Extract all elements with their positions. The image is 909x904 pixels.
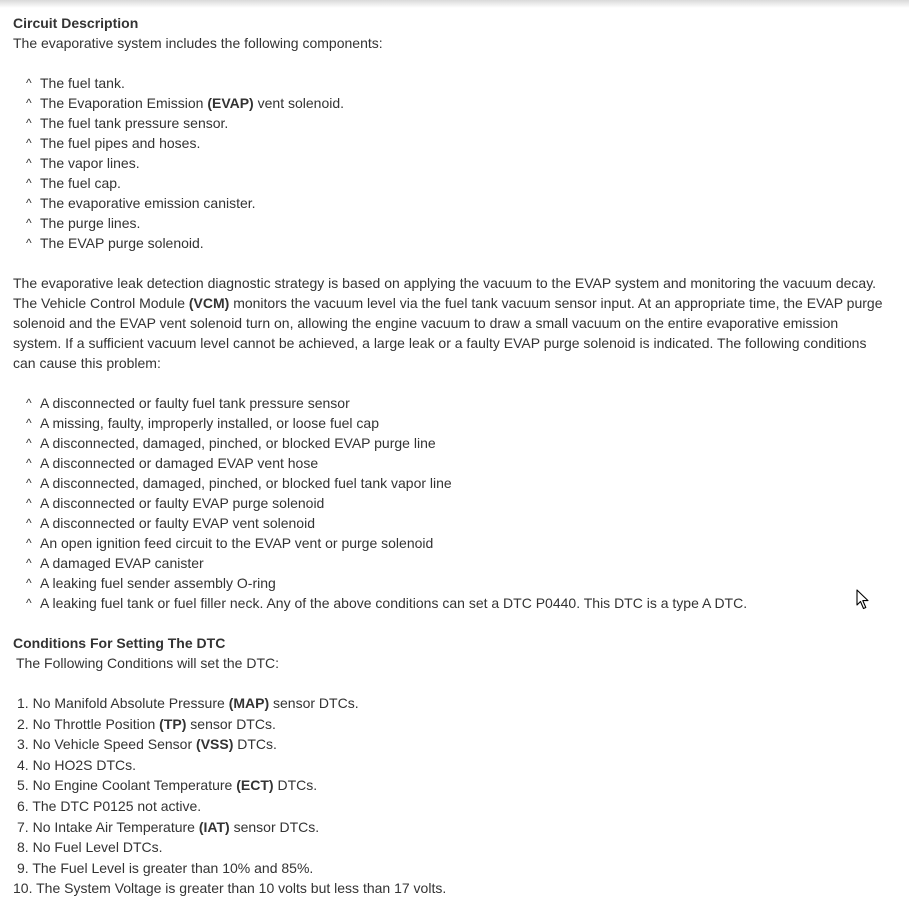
cause-item <box>13 433 898 453</box>
cause-item <box>13 593 898 613</box>
cause-item <box>13 393 898 413</box>
condition-number: 9. <box>17 859 29 876</box>
text-run: can cause this problem: <box>13 355 161 371</box>
caret-bullet: ^ <box>26 176 32 190</box>
paragraph-line <box>13 313 898 333</box>
condition-item <box>13 714 898 735</box>
bold-abbreviation: (MAP) <box>228 695 270 711</box>
strategy-paragraph <box>13 273 898 373</box>
bold-abbreviation: (IAT) <box>198 818 230 835</box>
condition-item <box>13 837 898 858</box>
condition-item <box>13 878 898 899</box>
condition-number: 4. <box>17 756 29 773</box>
condition-number: 1. <box>17 695 29 711</box>
condition-number: 2. <box>17 715 29 732</box>
component-list <box>13 73 898 253</box>
caret-bullet: ^ <box>26 236 32 250</box>
cause-item <box>13 413 898 433</box>
text-run: The fuel tank pressure sensor. <box>40 115 229 131</box>
conditions-heading: Conditions For Setting The DTC <box>13 635 226 651</box>
text-run: The Fuel Level is greater than 10% and 85%. <box>32 859 314 876</box>
text-run: sensor DTCs. <box>229 818 320 835</box>
cause-list <box>13 393 898 613</box>
bold-abbreviation: (TP) <box>159 715 187 732</box>
document-body <box>13 13 898 899</box>
component-item <box>13 233 898 253</box>
text-run: The DTC P0125 not active. <box>32 797 202 814</box>
caret-bullet: ^ <box>26 456 32 470</box>
cause-text: A disconnected, damaged, pinched, or blocked fuel tank vapor line <box>40 475 452 491</box>
component-item <box>13 93 898 113</box>
caret-bullet: ^ <box>26 136 32 150</box>
condition-item <box>13 775 898 796</box>
text-run: No Vehicle Speed Sensor <box>32 736 197 753</box>
cause-item <box>13 533 898 553</box>
cause-text: A disconnected, damaged, pinched, or blocked EVAP purge line <box>40 435 436 451</box>
text-run: sensor DTCs. <box>186 715 276 732</box>
text-run: DTCs. <box>233 736 277 753</box>
text-run: The evaporative emission canister. <box>40 195 256 211</box>
bold-abbreviation: (VCM) <box>188 295 230 311</box>
component-item <box>13 193 898 213</box>
component-item <box>13 153 898 173</box>
condition-number: 6. <box>17 797 29 814</box>
component-item <box>13 73 898 93</box>
text-run: vent solenoid. <box>253 95 345 111</box>
cause-item <box>13 473 898 493</box>
caret-bullet: ^ <box>26 76 32 90</box>
text-run: The EVAP purge solenoid. <box>40 235 204 251</box>
paragraph-line <box>13 273 898 293</box>
condition-item <box>13 693 898 714</box>
cause-item <box>13 553 898 573</box>
caret-bullet: ^ <box>26 116 32 130</box>
condition-number: 8. <box>17 839 29 856</box>
cause-text: A damaged EVAP canister <box>40 555 204 571</box>
conditions-intro: The Following Conditions will set the DTC: <box>16 655 279 671</box>
text-run: The System Voltage is greater than 10 volts but less than 17 volts. <box>36 880 447 897</box>
caret-bullet: ^ <box>26 556 32 570</box>
text-run: The evaporative leak detection diagnostic strategy is based on applying the vacuum to the EVAP system and monitoring the vacuum decay. <box>13 275 877 291</box>
condition-number: 3. <box>17 736 29 753</box>
condition-item <box>13 755 898 776</box>
component-item <box>13 113 898 133</box>
text-run: No Intake Air Temperature <box>32 818 199 835</box>
text-run: The fuel pipes and hoses. <box>40 135 201 151</box>
text-run: The fuel cap. <box>40 175 121 191</box>
text-run: The fuel tank. <box>40 75 125 91</box>
caret-bullet: ^ <box>26 396 32 410</box>
mouse-pointer-icon <box>856 589 870 613</box>
condition-item <box>13 734 898 755</box>
caret-bullet: ^ <box>26 436 32 450</box>
text-run: The purge lines. <box>40 215 141 231</box>
condition-number: 7. <box>17 818 29 835</box>
text-run: No Manifold Absolute Pressure <box>32 695 229 711</box>
cause-text: A leaking fuel tank or fuel filler neck. Any of the above conditions can set a DTC P0440. This DTC is a type A DTC. <box>40 595 748 611</box>
cause-text: A disconnected or damaged EVAP vent hose <box>40 455 319 471</box>
component-item <box>13 133 898 153</box>
text-run: No Throttle Position <box>32 715 160 732</box>
circuit-description-heading: Circuit Description <box>13 15 139 31</box>
bold-abbreviation: (EVAP) <box>207 95 254 111</box>
conditions-list <box>13 693 898 899</box>
text-run: No Fuel Level DTCs. <box>32 839 163 856</box>
condition-number: 10. <box>13 880 33 897</box>
caret-bullet: ^ <box>26 416 32 430</box>
cause-text: A disconnected or faulty EVAP vent solenoid <box>40 515 315 531</box>
cause-item <box>13 573 898 593</box>
caret-bullet: ^ <box>26 576 32 590</box>
component-item <box>13 173 898 193</box>
caret-bullet: ^ <box>26 156 32 170</box>
bold-abbreviation: (ECT) <box>236 777 274 794</box>
top-edge-shadow <box>0 0 909 8</box>
text-run: DTCs. <box>273 777 318 794</box>
text-run: The vapor lines. <box>40 155 140 171</box>
cause-text: An open ignition feed circuit to the EVAP vent or purge solenoid <box>40 535 434 551</box>
cause-item <box>13 453 898 473</box>
caret-bullet: ^ <box>26 516 32 530</box>
text-run: monitors the vacuum level via the fuel tank vacuum sensor input. At an appropriate time, the EVAP purge <box>229 295 883 311</box>
circuit-intro: The evaporative system includes the following components: <box>13 35 383 51</box>
condition-item <box>13 858 898 879</box>
paragraph-line <box>13 293 898 313</box>
condition-item <box>13 817 898 838</box>
cause-text: A disconnected or faulty fuel tank pressure sensor <box>40 395 350 411</box>
cause-item <box>13 493 898 513</box>
component-item <box>13 213 898 233</box>
text-run: sensor DTCs. <box>269 695 359 711</box>
caret-bullet: ^ <box>26 596 32 610</box>
text-run: system. If a sufficient vacuum level cannot be achieved, a large leak or a faulty EVAP purge solenoid is indicated. The following conditions <box>13 335 867 351</box>
caret-bullet: ^ <box>26 496 32 510</box>
caret-bullet: ^ <box>26 196 32 210</box>
text-run: The Evaporation Emission <box>40 95 208 111</box>
bold-abbreviation: (VSS) <box>196 736 234 753</box>
cause-text: A leaking fuel sender assembly O-ring <box>40 575 276 591</box>
caret-bullet: ^ <box>26 216 32 230</box>
text-run: No Engine Coolant Temperature <box>32 777 237 794</box>
caret-bullet: ^ <box>26 536 32 550</box>
caret-bullet: ^ <box>26 476 32 490</box>
text-run: No HO2S DTCs. <box>32 756 137 773</box>
condition-item <box>13 796 898 817</box>
condition-number: 5. <box>17 777 29 794</box>
paragraph-line <box>13 353 898 373</box>
paragraph-line <box>13 333 898 353</box>
text-run: solenoid and the EVAP vent solenoid turn on, allowing the engine vacuum to draw a small vacuum on the entire evaporative emission <box>13 315 839 331</box>
cause-text: A missing, faulty, improperly installed, or loose fuel cap <box>40 415 380 431</box>
caret-bullet: ^ <box>26 96 32 110</box>
cause-item <box>13 513 898 533</box>
cause-text: A disconnected or faulty EVAP purge solenoid <box>40 495 325 511</box>
text-run: The Vehicle Control Module <box>13 295 189 311</box>
